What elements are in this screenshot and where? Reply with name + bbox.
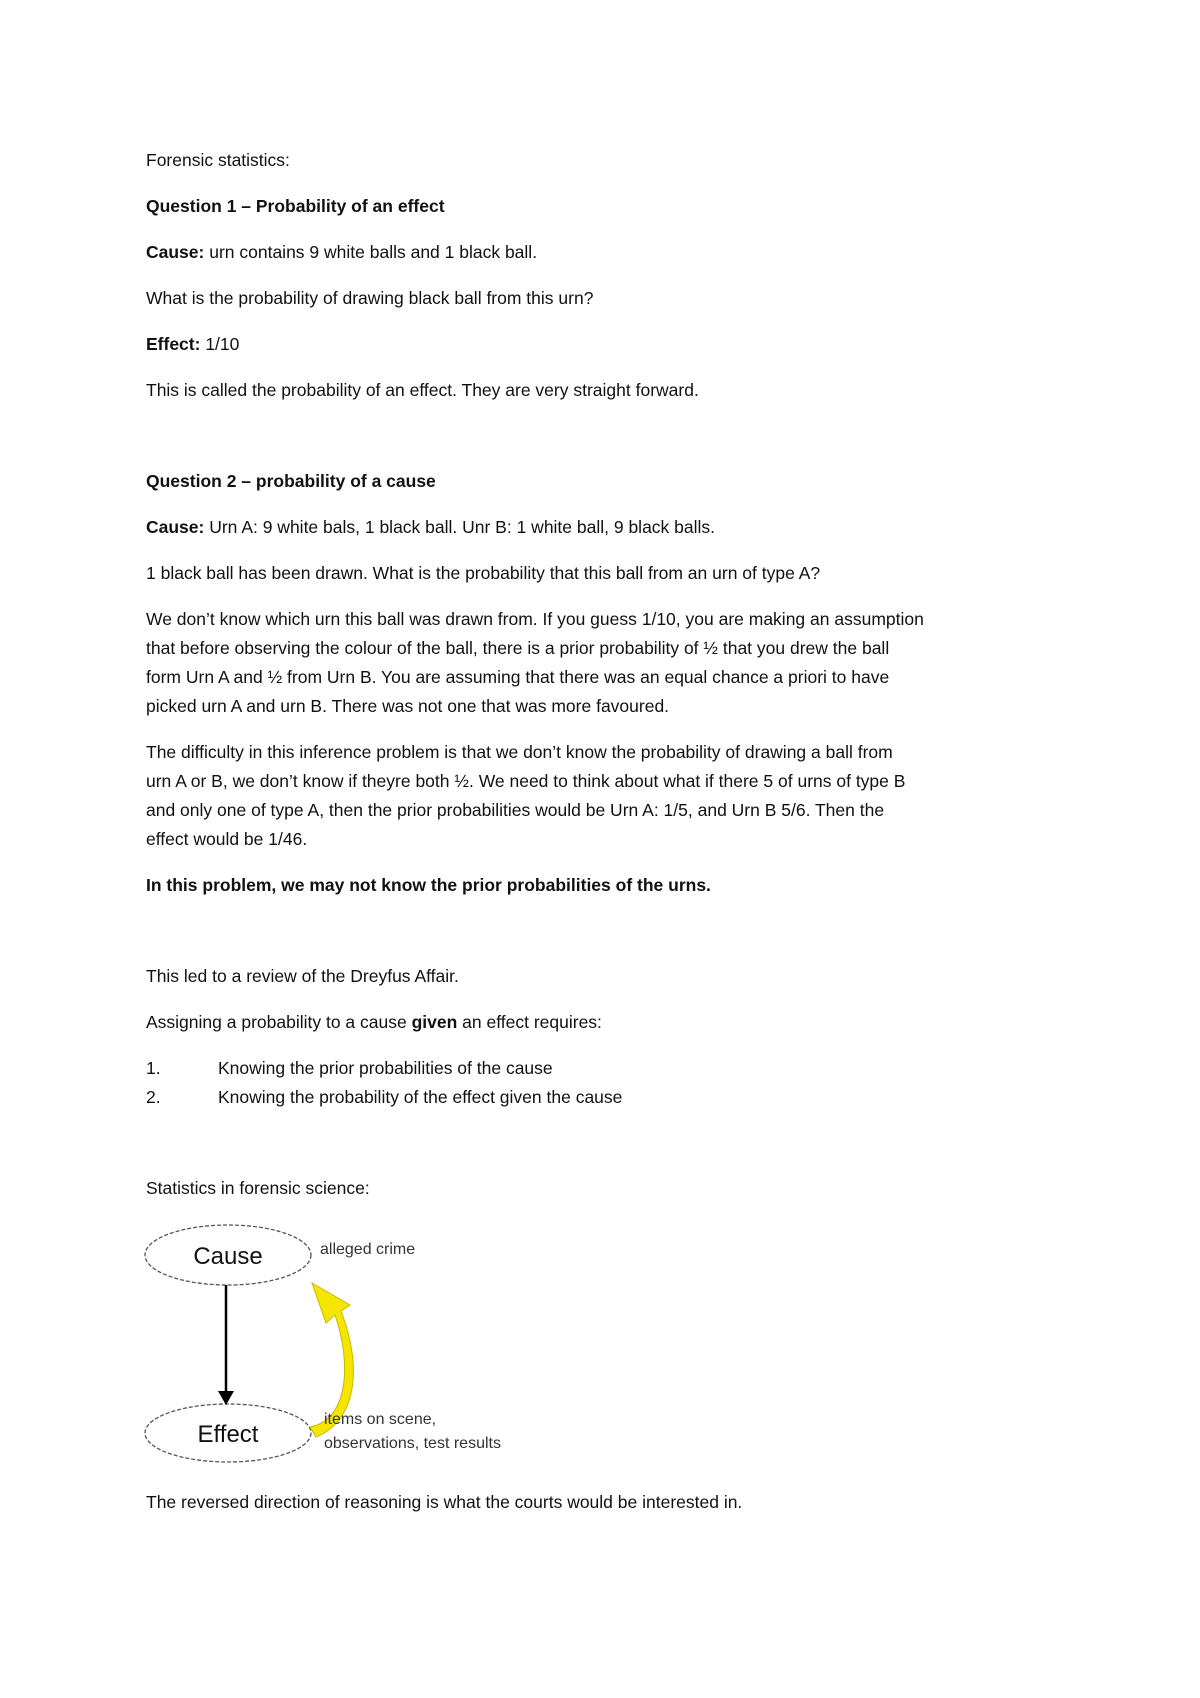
assign-given: given [411,1012,458,1032]
effect-annotation-line2: observations, test results [324,1435,501,1452]
q2-para2-line4: effect would be 1/46. [146,829,308,849]
q2-title: Question 2 – probability of a cause [146,471,436,491]
effect-label: Effect [197,1421,259,1448]
q1-cause [146,241,537,263]
list-item-2-number: 2. [146,1087,161,1107]
q1-cause-text: urn contains 9 white balls and 1 black ball. [204,242,538,262]
q2-para2-line3: and only one of type A, then the prior probabilities would be Urn A: 1/5, and Urn B 5/6. Then the [146,800,885,820]
q1-question: What is the probability of drawing black ball from this urn? [146,288,594,308]
q2-para1-line3: form Urn A and ½ from Urn B. You are assuming that there was an equal chance a priori to have [146,667,890,687]
q2-para2-line2: urn A or B, we don’t know if theyre both ½. We need to think about what if there 5 of urns of type B [146,771,906,791]
q2-para1-line1: We don’t know which urn this ball was drawn from. If you guess 1/10, you are making an assumption [146,609,924,629]
list-item-1-text: Knowing the prior probabilities of the cause [218,1058,553,1078]
cause-effect-diagram [140,1215,540,1465]
assign-pre: Assigning a probability to a cause [146,1012,412,1032]
cause-label: Cause [193,1243,263,1270]
q1-note: This is called the probability of an effect. They are very straight forward. [146,380,699,400]
list-item-1-number: 1. [146,1058,161,1078]
closing-line: The reversed direction of reasoning is what the courts would be interested in. [146,1492,743,1512]
doc-heading: Forensic statistics: [146,150,290,170]
q2-cause [146,516,715,538]
q1-cause-label: Cause: [146,242,205,262]
q1-title: Question 1 – Probability of an effect [146,196,445,216]
cause-to-effect-arrowhead [218,1391,234,1405]
q1-effect-label: Effect: [146,334,201,354]
q2-bold-note: In this problem, we may not know the prior probabilities of the urns. [146,875,711,895]
q2-cause-text: Urn A: 9 white bals, 1 black ball. Unr B: 1 white ball, 9 black balls. [204,517,716,537]
q2-para2-line1: The difficulty in this inference problem is that we don’t know the probability of drawing a ball from [146,742,893,762]
cause-annotation: alleged crime [320,1241,416,1258]
q2-cause-label: Cause: [146,517,205,537]
stats-heading: Statistics in forensic science: [146,1178,370,1198]
dreyfus-line: This led to a review of the Dreyfus Affair. [146,966,459,986]
q2-para1-line2: that before observing the colour of the ball, there is a prior probability of ½ that you drew the ball [146,638,890,658]
q2-question: 1 black ball has been drawn. What is the probability that this ball from an urn of type A? [146,563,821,583]
assign-post: an effect requires: [457,1012,602,1032]
q1-effect-text: 1/10 [200,334,240,354]
list-item-2-text: Knowing the probability of the effect given the cause [218,1087,623,1107]
effect-annotation-line1: items on scene, [324,1411,437,1428]
q2-para1-line4: picked urn A and urn B. There was not one that was more favoured. [146,696,670,716]
assign-line [146,1011,602,1033]
q1-effect [146,333,239,355]
